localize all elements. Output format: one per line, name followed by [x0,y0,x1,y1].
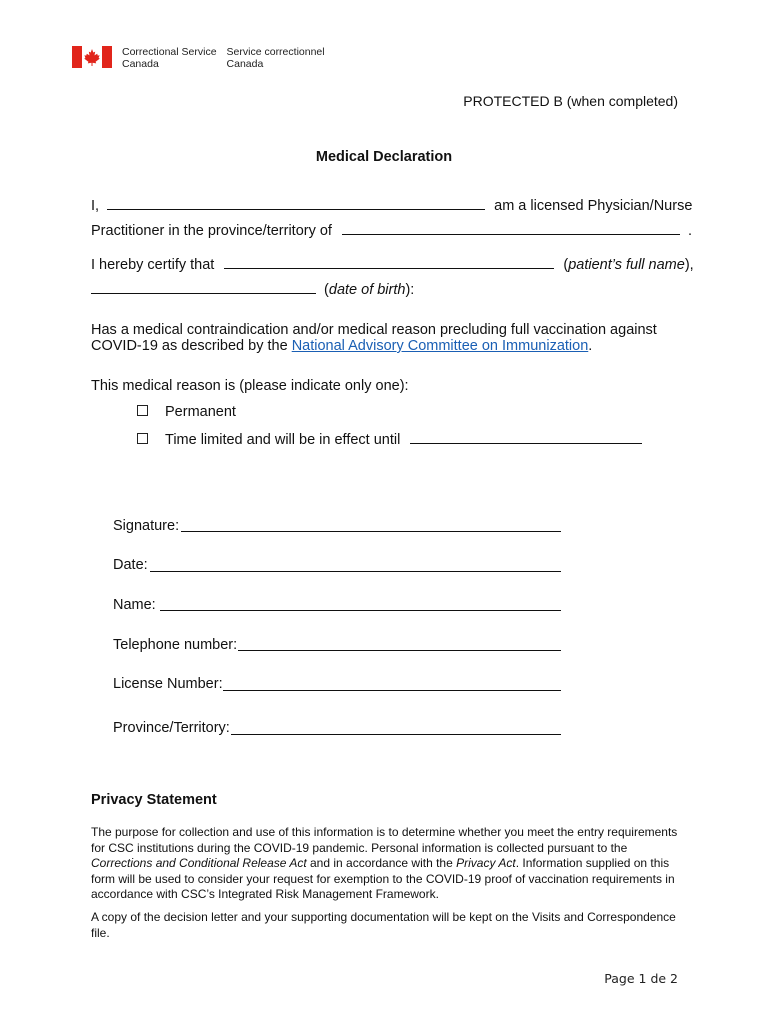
privacy-paragraph-2: A copy of the decision letter and your supporting documentation will be kept on the Visits and Correspondence file. [91,910,676,940]
signature-label: Signature: [113,518,180,534]
contraindication-end: . [588,338,593,354]
declaration-line-2 [91,222,692,239]
department-name-fr [227,46,325,70]
line4-open: ( [324,282,329,298]
protected-label: PROTECTED B (when completed) [463,93,678,109]
line1-suffix: am a licensed Physician/Nurse [494,198,693,214]
privacy-text-b: and in accordance with the [306,856,457,870]
permanent-checkbox[interactable] [137,405,148,416]
patient-name-field[interactable] [224,256,554,269]
header [72,46,325,70]
effective-until-field[interactable] [410,431,642,444]
signature-field[interactable] [181,531,561,532]
dept-en-line2: Canada [122,58,159,70]
privacy-paragraph-1 [91,825,691,903]
ccra-title: Corrections and Conditional Release Act [91,856,307,870]
telephone-field[interactable] [238,650,561,651]
name-label: Name: [113,597,156,613]
license-number-label: License Number: [113,676,223,692]
dept-fr-line1: Service correctionnel [226,46,325,58]
reason-prompt: This medical reason is (please indicate only one): [91,378,409,394]
declaration-line-4 [91,281,414,298]
line3-prefix: I hereby certify that [91,257,215,273]
privacy-text-a: The purpose for collection and use of this information is to determine whether you meet the entry requirements for CSC institutions during the COVID-19 pandemic. Personal information is collected pursuant to the [91,825,678,855]
line3-open: ( [563,257,569,273]
line4-close: ): [405,282,415,298]
line3-close: ), [684,257,694,273]
date-field[interactable] [150,571,561,572]
province-territory-field[interactable] [342,222,680,235]
contraindication-paragraph [91,322,691,354]
date-label: Date: [113,557,148,573]
contraindication-text: Has a medical contraindication and/or medical reason precluding full vaccination against COVID-19 as described by the [91,322,657,354]
privacy-text-c: . Information supplied on this form will be used to consider your request for exemption to the COVID-19 proof of vaccination requirements in accordance with CSC’s Integrated Risk Management Framework. [91,856,675,901]
date-of-birth-label: date of birth [328,282,406,298]
declaration-line-3 [91,256,694,273]
department-name-en [122,46,217,70]
privacy-act-title: Privacy Act [456,856,516,870]
date-of-birth-field[interactable] [91,281,316,294]
permanent-label: Permanent [165,404,236,420]
line1-prefix: I, [91,198,100,214]
option-time-limited[interactable] [137,431,642,448]
page-title: Medical Declaration [315,149,453,165]
telephone-label: Telephone number: [113,637,238,653]
time-limited-label: Time limited and will be in effect until [165,432,401,448]
naci-link[interactable]: National Advisory Committee on Immunization [291,338,589,354]
option-permanent[interactable] [137,404,236,420]
patient-name-label: patient’s full name [568,257,685,273]
page-number: Page 1 de 2 [604,971,678,986]
line2-suffix: . [688,223,693,239]
license-number-field[interactable] [223,690,561,691]
dept-fr-line2: Canada [226,58,264,70]
province-territory-label: Province/Territory: [113,720,230,736]
time-limited-checkbox[interactable] [137,433,148,444]
name-field[interactable] [160,610,561,611]
practitioner-name-field[interactable] [107,197,485,210]
dept-en-line1: Correctional Service [122,46,217,58]
declaration-line-1 [91,197,692,214]
line2-prefix: Practitioner in the province/territory of [91,223,332,239]
canada-flag-icon [72,46,112,68]
province-territory-sign-field[interactable] [231,734,561,735]
privacy-heading: Privacy Statement [91,792,217,808]
